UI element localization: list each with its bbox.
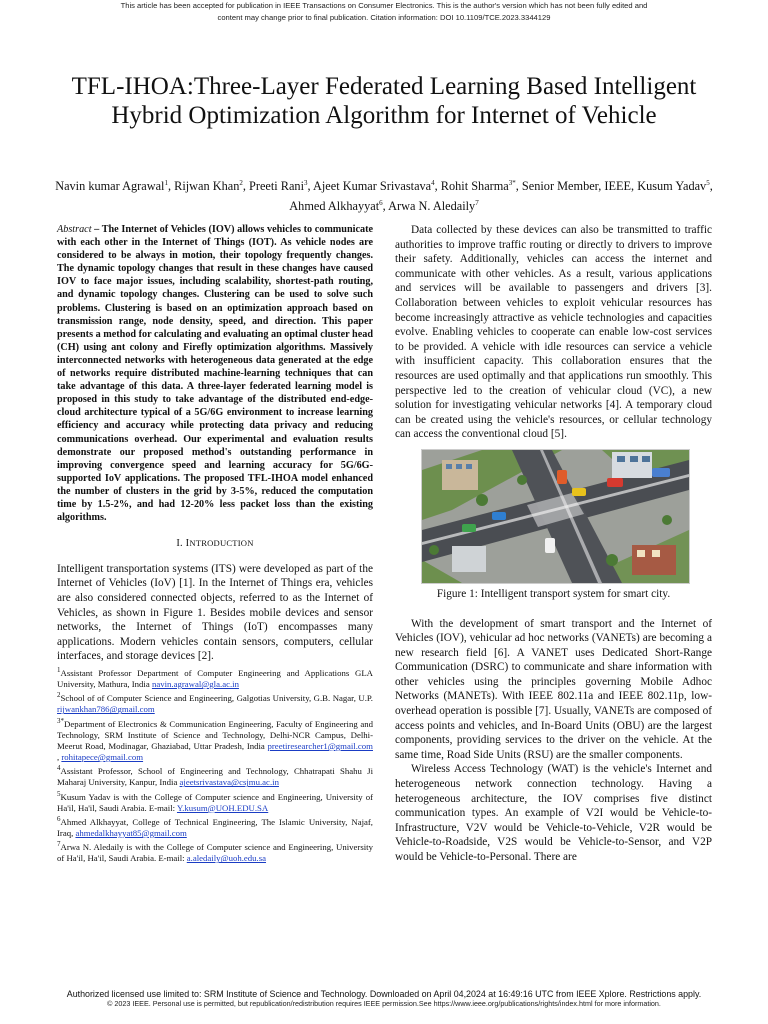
email-link[interactable]: a.aledaily@uoh.edu.sa (186, 853, 267, 864)
footnote (57, 690, 373, 715)
author-name: Navin kumar Agrawal (55, 179, 165, 194)
footnote-marker: 4 (57, 764, 61, 773)
section-title-initial: I (185, 538, 190, 550)
footnote-marker: 7 (57, 840, 61, 849)
intro-paragraph-2: Data collected by these devices can also be transmitted to traffic authorities to improve traffic routing or directly to drivers to improve their safety. Additionally, vehicles can access the internet and communicate with other vehicles. As a result, various applications and services will be available to passengers and drivers [3]. Collaboration between vehicles to exploit vehicular resources has become increasingly attractive as vehicle technologies and capacities evolve. Enabling vehicles to cooperate can enable low-cost services to be provided. A vehicle with idle resources can service a vehicle with insufficient capacity. This collaboration ensures that the resources are used optimally and that applications run smoothly. This perspective led to the creation of vehicular cloud (VC), a new solution for investigating vehicular networks [4]. A temporary cloud can be created using the vehicle's resources, or cellular technology can access the conventional cloud [5]. (395, 224, 712, 441)
email-link[interactable]: rijwankhan786@gmail.com (57, 704, 155, 715)
footnote-text: Arwa N. Aledaily is with the College of Computer science and Engineering, University of Ha'il, Ha'il, Saudi Arabia. E-mail: (57, 842, 373, 864)
email-link[interactable]: rohitapece@gmail.com (61, 752, 144, 763)
author-separator: , (434, 179, 441, 194)
author-name: Arwa N. Aledaily (388, 199, 476, 214)
footnote (57, 716, 373, 764)
left-column (57, 223, 373, 865)
footnote-text: Assistant Professor Department of Computer Engineering and Applications GLA University, Mathura, India (57, 667, 373, 690)
notice-line-1: This article has been accepted for publication in IEEE Transactions on Consumer Electronics. This is the author's version which has not been fully edited and (120, 1, 648, 10)
intro-paragraph-3: With the development of smart transport and the Internet of Vehicles (IOV), vehicular ad hoc networks (VANETs) are becoming a new research field [6]. A VANET uses Dedicated Short-Range Communication (DSRC) to communicate and share information with other vehicles using the principles governing Mobile Adhoc Networks (MANETs). With IEEE 802.11a and IEEE 802.11p, low-overhead operation is possible [7]. Usually, VANETs are composed of access points and vehicles, and In-Board Units (OBU) are the largest components, providing services to the driver on the vehicle. At the same time, Road Side Units (RSU) are the smaller components. (395, 617, 712, 761)
footnote (57, 839, 373, 864)
author-name: Rijwan Khan (174, 179, 240, 194)
right-column (395, 223, 712, 865)
author-separator: , Senior Member, IEEE, (515, 179, 638, 194)
footnote-text: Department of Electronics & Communication Engineering, Faculty of Engineering and Technology, SRM Institute of Science and Technology, Delhi-NCR Campus, Delhi-Meerut Road, Modinagar, Ghaziabad, Uttar Pradesh, India (57, 718, 373, 751)
author-separator: , (382, 199, 389, 214)
abstract (57, 223, 373, 524)
copyright-footer: © 2023 IEEE. Personal use is permitted, but republication/redistribution requires IEEE permission.See https://www.ieee.org/publications/rights/index.html for more information. (107, 999, 661, 1008)
figure-caption: Figure 1: Intelligent transport system for smart city. (436, 587, 671, 600)
abstract-label: Abstract (57, 224, 92, 235)
author-separator: , (307, 179, 313, 194)
intro-paragraph-4: Wireless Access Technology (WAT) is the vehicle's Internet and heterogeneous network connection technology. Having a heterogeneous architecture, the IOV comprises five distinct communication types. An example of V2I would be Vehicle-to-Infrastructure, V2V would be Vehicle-to-Vehicle, V2R would be Vehicle-to-Roadside, V2S would be Vehicle-to-Sensor, and V2P would be Vehicle-to-Personal. There are (395, 763, 712, 863)
author-affiliation: 3 (304, 179, 308, 187)
email-link[interactable]: ahmedalkhayyat85@gmail.com (75, 827, 187, 838)
paper-title: TFL-IHOA:Three-Layer Federated Learning Based Intelligent Hybrid Optimization Algorithm for Internet of Vehicle (71, 73, 697, 129)
footnote-text: Assistant Professor, School of Engineering and Technology, Chhatrapati Shahu Ji Maharaj University, Kanpur, India (57, 766, 373, 788)
author-affiliation: 6 (379, 199, 383, 208)
footnote-text: Ahmed Alkhayyat, College of Technical Engineering, The Islamic University, Najaf, Iraq, (57, 816, 373, 838)
footnote-marker: 3* (57, 716, 64, 725)
footnote (57, 814, 373, 839)
footnote (57, 763, 373, 788)
footnote-marker: 1 (57, 665, 61, 674)
author-name: Ahmed Alkhayyat (289, 199, 380, 214)
footnote-text: Kusum Yadav is with the College of Computer science and Engineering, University of Ha'il, Ha'il, Saudi Arabia. E-mail: (57, 791, 373, 813)
author-name: Preeti Rani (249, 179, 304, 194)
author-affiliation: 2 (239, 179, 243, 187)
email-link[interactable]: Y.kusum@UOH.EDU.SA (176, 802, 269, 813)
author-name: Rohit Sharma (440, 179, 509, 194)
publication-notice (0, 0, 768, 24)
footnote-marker: 5 (57, 789, 61, 798)
author-affiliation: 1 (164, 179, 168, 187)
author-name: Kusum Yadav (637, 179, 707, 194)
affiliation-footnotes (57, 665, 373, 865)
figure-smart-city-illustration (421, 449, 690, 584)
section-heading-introduction (57, 536, 373, 552)
footnote-separator: , (57, 752, 62, 763)
footnote-marker: 2 (57, 691, 61, 700)
footnote-text: School of of Computer Science and Engineering, Galgotias University, G.B. Nagar, U.P. (60, 693, 373, 704)
author-separator: , (242, 179, 250, 194)
city-illustration (422, 450, 689, 583)
footnote-marker: 6 (57, 814, 61, 823)
author-affiliation: 7 (475, 199, 479, 208)
section-title-rest: NTRODUCTION (189, 538, 254, 549)
email-link[interactable]: preetiresearcher1@gmail.com (267, 740, 373, 751)
footnote (57, 789, 373, 814)
license-footer: Authorized licensed use limited to: SRM Institute of Science and Technology. Downloaded on April 04,2024 at 16:49:16 UTC from IEEE Xplore. Restrictions apply. (66, 989, 702, 999)
author-separator: , (709, 179, 713, 194)
author-name: Ajeet Kumar Srivastava (312, 179, 432, 194)
section-number: I. (176, 538, 183, 550)
author-list (50, 175, 718, 215)
author-affiliation: 3* (508, 179, 516, 187)
author-affiliation: 4 (431, 179, 435, 187)
notice-line-2: content may change prior to final publication. Citation information: DOI 10.1109/TCE.2023.3344129 (217, 13, 551, 22)
email-link[interactable]: navin.agrawal@gla.ac.in (151, 679, 239, 690)
author-separator: , (167, 179, 175, 194)
author-affiliation: 5 (706, 179, 710, 187)
abstract-text: – The Internet of Vehicles (IOV) allows vehicles to communicate with each other in the Internet of Things (IOT). As vehicle nodes are considered to be always in motion, their topology frequently changes. The dynamic topology changes that result in these changes have caused IOV to face major issues, including scalability, shortest-path routing, and dynamic topology changes. Clustering can be used to solve such problems. Clustering is based on an optimization approach based on transmission range, node density, speed, and direction. This paper presents a method for calculating and evaluating an optimal cluster head (CH) using ant colony and Firefly optimization algorithms. Massively interconnected networks with heterogeneous data generated at the edge of networks require distributed machine-learning techniques that can take advantage of this data. A three-layer federated learning model is proposed in this study to take advantage of the distributed end-edge-cloud architecture typical of a 5G/6G environment to increase learning efficiency and accuracy while protecting data privacy and reducing communications overhead. Our experimental and evaluation results demonstrate our proposed method's outstanding performance in improving convergence speed and learning accuracy for 5G/6G-supported IoV applications. The proposed TFL-IHOA model enhanced the number of clusters in the grid by 3-5%, reduced the computation time by 1.5-2%, and had 12-20% less packet loss than the existing algorithms. (57, 224, 373, 524)
email-link[interactable]: ajeetsrivastava@csjmu.ac.in (179, 777, 279, 788)
intro-paragraph-1: Intelligent transportation systems (ITS) were developed as part of the Internet of Vehicles (IoV) [1]. In the Internet of Things era, vehicles are also considered connected objects, referred to as the Internet of Vehicles, as shown in Figure 1. Besides mobile devices and sensor networks, the Internet of Things (IoT) encompasses many applications. Modern vehicles contain sensors, computers, cellular interfaces, and storage devices [2]. (57, 562, 373, 663)
footnote (57, 665, 373, 690)
